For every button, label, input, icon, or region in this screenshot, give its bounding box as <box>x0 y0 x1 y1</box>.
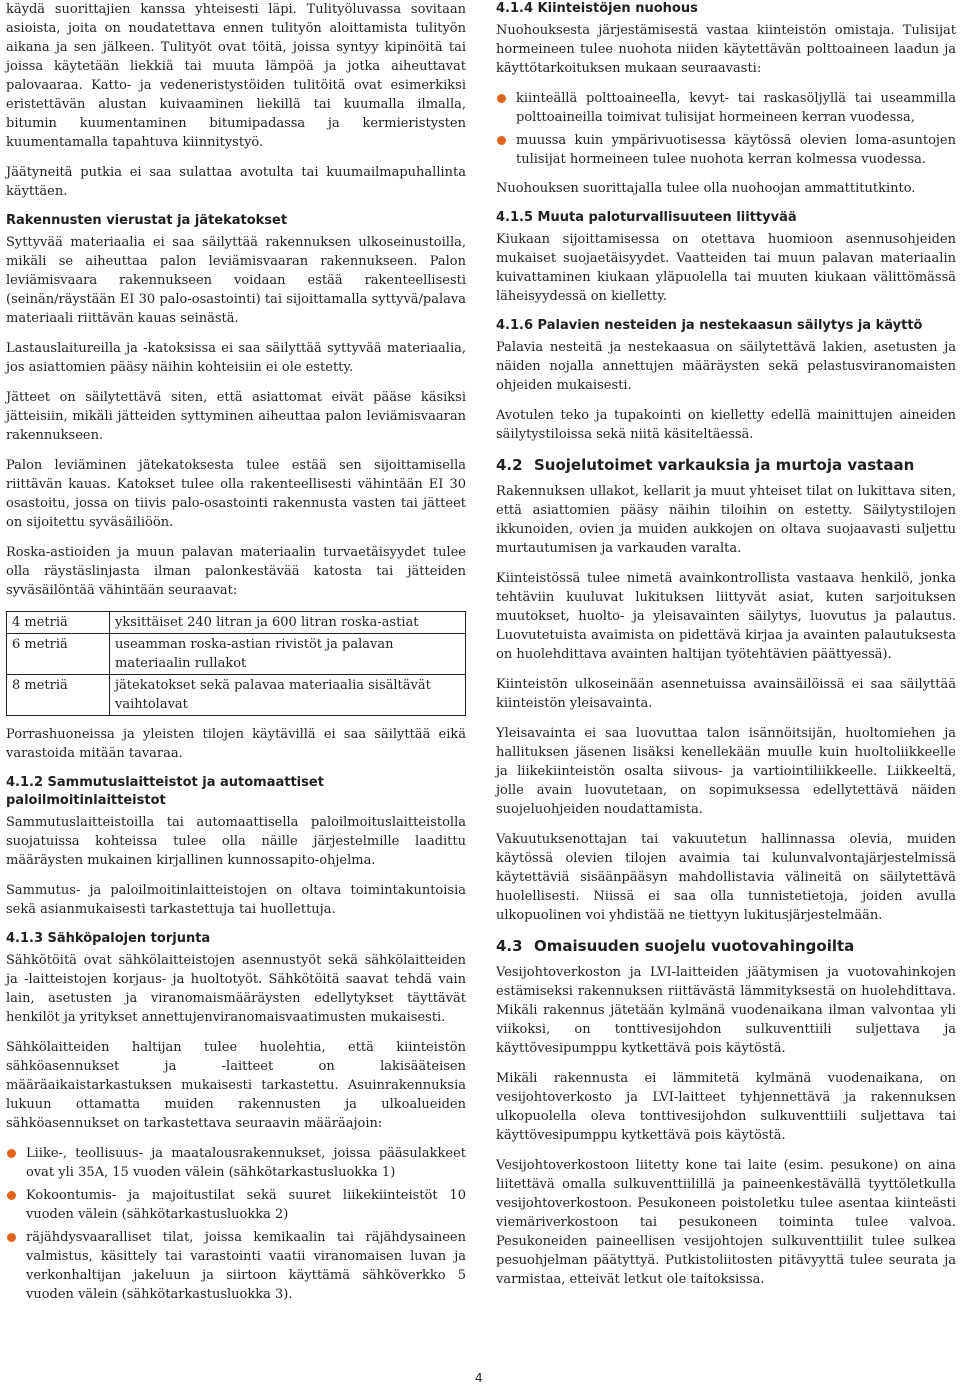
paragraph-frozen-pipes: Jäätyneitä putkia ei saa sulattaa avotulta tai kuumailmapuhallinta käyttäen. <box>6 165 466 199</box>
list-item <box>6 1144 466 1182</box>
paragraph-4-3-b: Mikäli rakennusta ei lämmitetä kylmänä vuodenaikana, on vesijohtoverkosto ja LVI-laitteet tyhjennettävä ja rakennuksen ulkopuolella oleva tonttivesijohdon sulkuventtiili suljettava tai käyttövesipumppu kytkettävä pois käytöstä. <box>496 1071 956 1143</box>
table-cell-distance: 8 metriä <box>7 675 110 716</box>
list-item <box>6 1228 466 1304</box>
paragraph-4-1-3-b: Sähkölaitteiden haltijan tulee huolehtia, että kiinteistön sähköasennukset ja -laitteet on lakisääteisen määräaikaistarkastuksen mukaisesti tarkastettu. Asuinrakennuksia lukuun ottamatta muiden rakennusten ja ulkoalueiden sähköasennukset on tarkastettava seuraavin määräajoin: <box>6 1040 466 1131</box>
bullet-icon <box>7 1149 16 1158</box>
heading-title: Suojelutoimet varkauksia ja murtoja vastaan <box>534 456 915 474</box>
table-cell-distance: 6 metriä <box>7 634 110 675</box>
list-item <box>6 1186 466 1224</box>
bullet-icon <box>7 1233 16 1242</box>
table-row <box>7 634 466 675</box>
list-item-text: Liike-, teollisuus- ja maatalousrakennukset, joissa pääsulakkeet ovat yli 35A, 15 vuoden välein (sähkötarkastusluokka 1) <box>26 1146 466 1180</box>
paragraph-4-1-6-b: Avotulen teko ja tupakointi on kielletty edellä mainittujen aineiden säilytystiloissa sekä niitä käsiteltäessä. <box>496 408 956 442</box>
page-number: 4 <box>475 1371 483 1385</box>
list-item <box>496 131 956 169</box>
table-row <box>7 675 466 716</box>
paragraph-4-1-6-a: Palavia nesteitä ja nestekaasua on säilytettävä lakien, asetusten ja näiden nojalla annettujen määräysten sekä pelastusviranomaisten ohjeiden mukaisesti. <box>496 340 956 393</box>
paragraph-4-3-a: Vesijohtoverkoston ja LVI-laitteiden jäätymisen ja vuotovahinkojen estämiseksi rakennuksen riittävästä lämmityksestä on huolehdittava. Mikäli rakennus jätetään kylmänä vuodenaikana ilman valvontaa yli viikoksi, on tonttivesijohdon sulkuventtiili suljettava ja käyttövesipumppu kytkettävä pois käytöstä. <box>496 965 956 1056</box>
paragraph-4-1-5: Kiukaan sijoittamisessa on otettava huomioon asennusohjeiden mukaiset suojaetäisyydet. Vaatteiden tai muun palavan materiaalin kuivattaminen kiukaan yläpuolella tai muuten kiukaan välittömässä läheisyydessä on kielletty. <box>496 232 956 304</box>
heading-4-2 <box>496 455 956 475</box>
table-cell-description: yksittäiset 240 litran ja 600 litran roska-astiat <box>110 612 466 634</box>
table-cell-description: jätekatokset sekä palavaa materiaalia sisältävät vaihtolavat <box>110 675 466 716</box>
paragraph-4-3-c: Vesijohtoverkostoon liitetty kone tai laite (esim. pesukone) on aina liitettävä omalla sulkuventtiilillä ja paineenkestävällä tyyttöletkulla vesijohtoverkostoon. Pesukoneen poistoletku tulee asentaa kiinteästi viemäriverkostoon tai pesukoneen toiminta tulee valvoa. Pesukoneiden paineellisen vesijohtojen sulkuventtiilit tulee sulkea pesuohjelman päätyttyä. Putkistoliitosten pitävyyttä tulee seurata ja varmistaa, etteivät letkut ole taitoksissa. <box>496 1158 956 1287</box>
heading-building-surroundings: Rakennusten vierustat ja jätekatokset <box>6 213 288 228</box>
list-item <box>496 89 956 127</box>
chimney-sweep-list <box>496 89 956 169</box>
bullet-icon <box>7 1191 16 1200</box>
bullet-icon <box>497 94 506 103</box>
heading-4-1-2: 4.1.2 Sammutuslaitteistot ja automaattiset paloilmoitinlaitteistot <box>6 775 324 808</box>
right-column <box>496 0 956 1300</box>
list-item-text: räjähdysvaaralliset tilat, joissa kemikaalin tai räjähdysaineen valmistus, käsittely tai varastointi vaatii viranomaisen luvan ja verkonhaltijan jakeluun ja siirtoon käyttämä sähköverkko 5 vuoden välein (sähkötarkastusluokka 3). <box>26 1230 466 1302</box>
paragraph-walls-2: Lastauslaitureilla ja -katoksissa ei saa säilyttää syttyvää materiaalia, jos asiattomien pääsy näihin kohteisiin ei ole estetty. <box>6 341 466 375</box>
paragraph-4-2-c: Kiinteistön ulkoseinään asennetuissa avainsäilöissä ei saa säilyttää kiinteistön yleisavainta. <box>496 677 956 711</box>
paragraph-4-1-3-a: Sähkötöitä ovat sähkölaitteistojen asennustyöt sekä sähkölaitteiden ja -laitteistojen korjaus- ja huoltotyöt. Sähkötöitä saavat tehdä vain lain, asetusten ja viranomaismääräysten edellytykset täyttävät henkilöt ja yritykset annettujenviranomaisvaatimusten mukaisesti. <box>6 953 466 1025</box>
heading-4-1-3: 4.1.3 Sähköpalojen torjunta <box>6 931 211 946</box>
heading-4-1-5: 4.1.5 Muuta paloturvallisuuteen liittyvää <box>496 210 797 225</box>
heading-title: Omaisuuden suojelu vuotovahingoilta <box>534 937 855 955</box>
heading-4-3 <box>496 936 956 956</box>
paragraph-4-2-e: Vakuutuksenottajan tai vakuutetun hallinnassa olevia, muiden käytössä olevien tilojen avaimia tai kulunvalvontajärjestelmissä käytettäviä sisäänpääsyn mahdollistavia välineitä on säilytettävä huolellisesti. Niissä ei saa olla tunnistetietoja, joiden avulla ulkopuolinen voi yhdistää ne tiettyyn lukitusjärjestelmään. <box>496 832 956 923</box>
list-item-text: kiinteällä polttoaineella, kevyt- tai raskasöljyllä tai useammilla polttoaineilla toimivat tulisijat hormeineen kerran vuodessa, <box>516 91 956 125</box>
paragraph-walls-1: Syttyvää materiaalia ei saa säilyttää rakennuksen ulkoseinustoilla, mikäli se aiheuttaa palon leviämisvaaran rakennukseen. Palon leviämisvaara rakennukseen voidaan estää rakenteellisesti (seinän/räystään EI 30 palo-osastointi) tai sijoittamalla syttyvä/palava materiaali riittävän kauas seinästä. <box>6 235 466 326</box>
paragraph-4-2-a: Rakennuksen ullakot, kellarit ja muut yhteiset tilat on lukittava siten, että asiattomien pääsy näihin tiloihin on estetty. Säilytystilojen ikkunoiden, ovien ja muiden aukkojen on oltava suojaavasti suljettu murtautumisen ja varkauden varalta. <box>496 484 956 556</box>
paragraph-4-1-2-b: Sammutus- ja paloilmoitinlaitteistojen on oltava toimintakuntoisia sekä asianmukaisesti tarkastettuja tai huollettuja. <box>6 883 466 917</box>
paragraph-walls-5: Roska-astioiden ja muun palavan materiaalin turvaetäisyydet tulee olla räystäslinjasta ilman palonkestävää katosta tai jätteiden syväsäilöntää vähintään seuraavat: <box>6 545 466 598</box>
paragraph-hot-work: käydä suorittajien kanssa yhteisesti läpi. Tulityöluvassa sovitaan asioista, joita on noudatettava ennen tulityön aloittamista tulityön aikana ja sen jälkeen. Tulityöt ovat töitä, joissa syntyy kipinöitä tai joissa käytetään liekkiä tai muuta lämpöä ja jotka aiheuttavat palovaaraa. Katto- ja vedeneristystöiden tulitöitä ovat esimerkiksi eristettävän alustan kuivaaminen liekillä tai kuumalla ilmalla, bitumin kuumentaminen bitumipadassa ja kermieristysten kuumentamalla tapahtuva kiinnitystyö. <box>6 2 466 150</box>
heading-number: 4.2 <box>496 456 523 474</box>
safety-distance-table <box>6 611 466 716</box>
heading-4-1-4: 4.1.4 Kiinteistöjen nuohous <box>496 1 698 16</box>
table-cell-description: useamman roska-astian rivistöt ja palavan materiaalin rullakot <box>110 634 466 675</box>
table-cell-distance: 4 metriä <box>7 612 110 634</box>
list-item-text: muussa kuin ympärivuotisessa käytössä olevien loma-asuntojen tulisijat hormeineen tulee nuohota kerran kolmessa vuodessa. <box>516 133 956 167</box>
paragraph-4-1-4-b: Nuohouksen suorittajalla tulee olla nuohoojan ammattitutkinto. <box>496 181 916 196</box>
left-column <box>6 0 466 1314</box>
paragraph-4-2-d: Yleisavainta ei saa luovuttaa talon isännöitsijän, huoltomiehen ja hallituksen jäsenen lisäksi kenellekään muulle kuin huoltoliikkeelle ja liikekiinteistön osalta siivous- ja vartiointiliikkeelle. Liikkeeltä, jolle avain luovutetaan, on sopimuksessa edellytettävä näiden suojeluohjeiden noudattamista. <box>496 726 956 817</box>
table-row <box>7 612 466 634</box>
list-item-text: Kokoontumis- ja majoitustilat sekä suuret liikekiinteistöt 10 vuoden välein (sähkötarkastusluokka 2) <box>26 1188 466 1222</box>
paragraph-4-1-2-a: Sammutuslaitteistoilla tai automaattisella paloilmoituslaitteistolla suojatuissa kohteissa tulee olla näille järjestelmille laadittu määräysten mukainen kirjallinen kunnossapito-ohjelma. <box>6 815 466 868</box>
paragraph-4-2-b: Kiinteistössä tulee nimetä avainkontrollista vastaava henkilö, jonka tehtäviin kuuluvat lukituksen liittyvät asiat, kuten sarjoituksen muutokset, huolto- ja yleisavainten säilytys, luovutus ja palautus. Luovutetuista avaimista on pidettävä kirjaa ja avainten palautuksesta on huolehdittava avainten haltijan työtehtävien päättyessä). <box>496 571 956 662</box>
inspection-interval-list <box>6 1144 466 1304</box>
paragraph-stairwells: Porrashuoneissa ja yleisten tilojen käytävillä ei saa säilyttää eikä varastoida mitään tavaraa. <box>6 727 466 761</box>
paragraph-4-1-4-a: Nuohouksesta järjestämisestä vastaa kiinteistön omistaja. Tulisijat hormeineen tulee nuohota niiden käytettävän polttoaineen laadun ja käyttötarkoituksen mukaan seuraavasti: <box>496 23 956 76</box>
heading-4-1-6: 4.1.6 Palavien nesteiden ja nestekaasun säilytys ja käyttö <box>496 318 923 333</box>
heading-number: 4.3 <box>496 937 523 955</box>
paragraph-walls-4: Palon leviäminen jätekatoksesta tulee estää sen sijoittamisella riittävän kauas. Katokset tulee olla rakenteellisesti vähintään EI 30 osastoitu, jossa on tiivis palo-osastointi rakennusta vasten tai jätteet on sijoitettu syväsäiliöön. <box>6 458 466 530</box>
paragraph-walls-3: Jätteet on säilytettävä siten, että asiattomat eivät pääse käsiksi jätteisiin, mikäli jätteiden syttyminen aiheuttaa palon leviämisvaaran rakennukseen. <box>6 390 466 443</box>
bullet-icon <box>497 136 506 145</box>
